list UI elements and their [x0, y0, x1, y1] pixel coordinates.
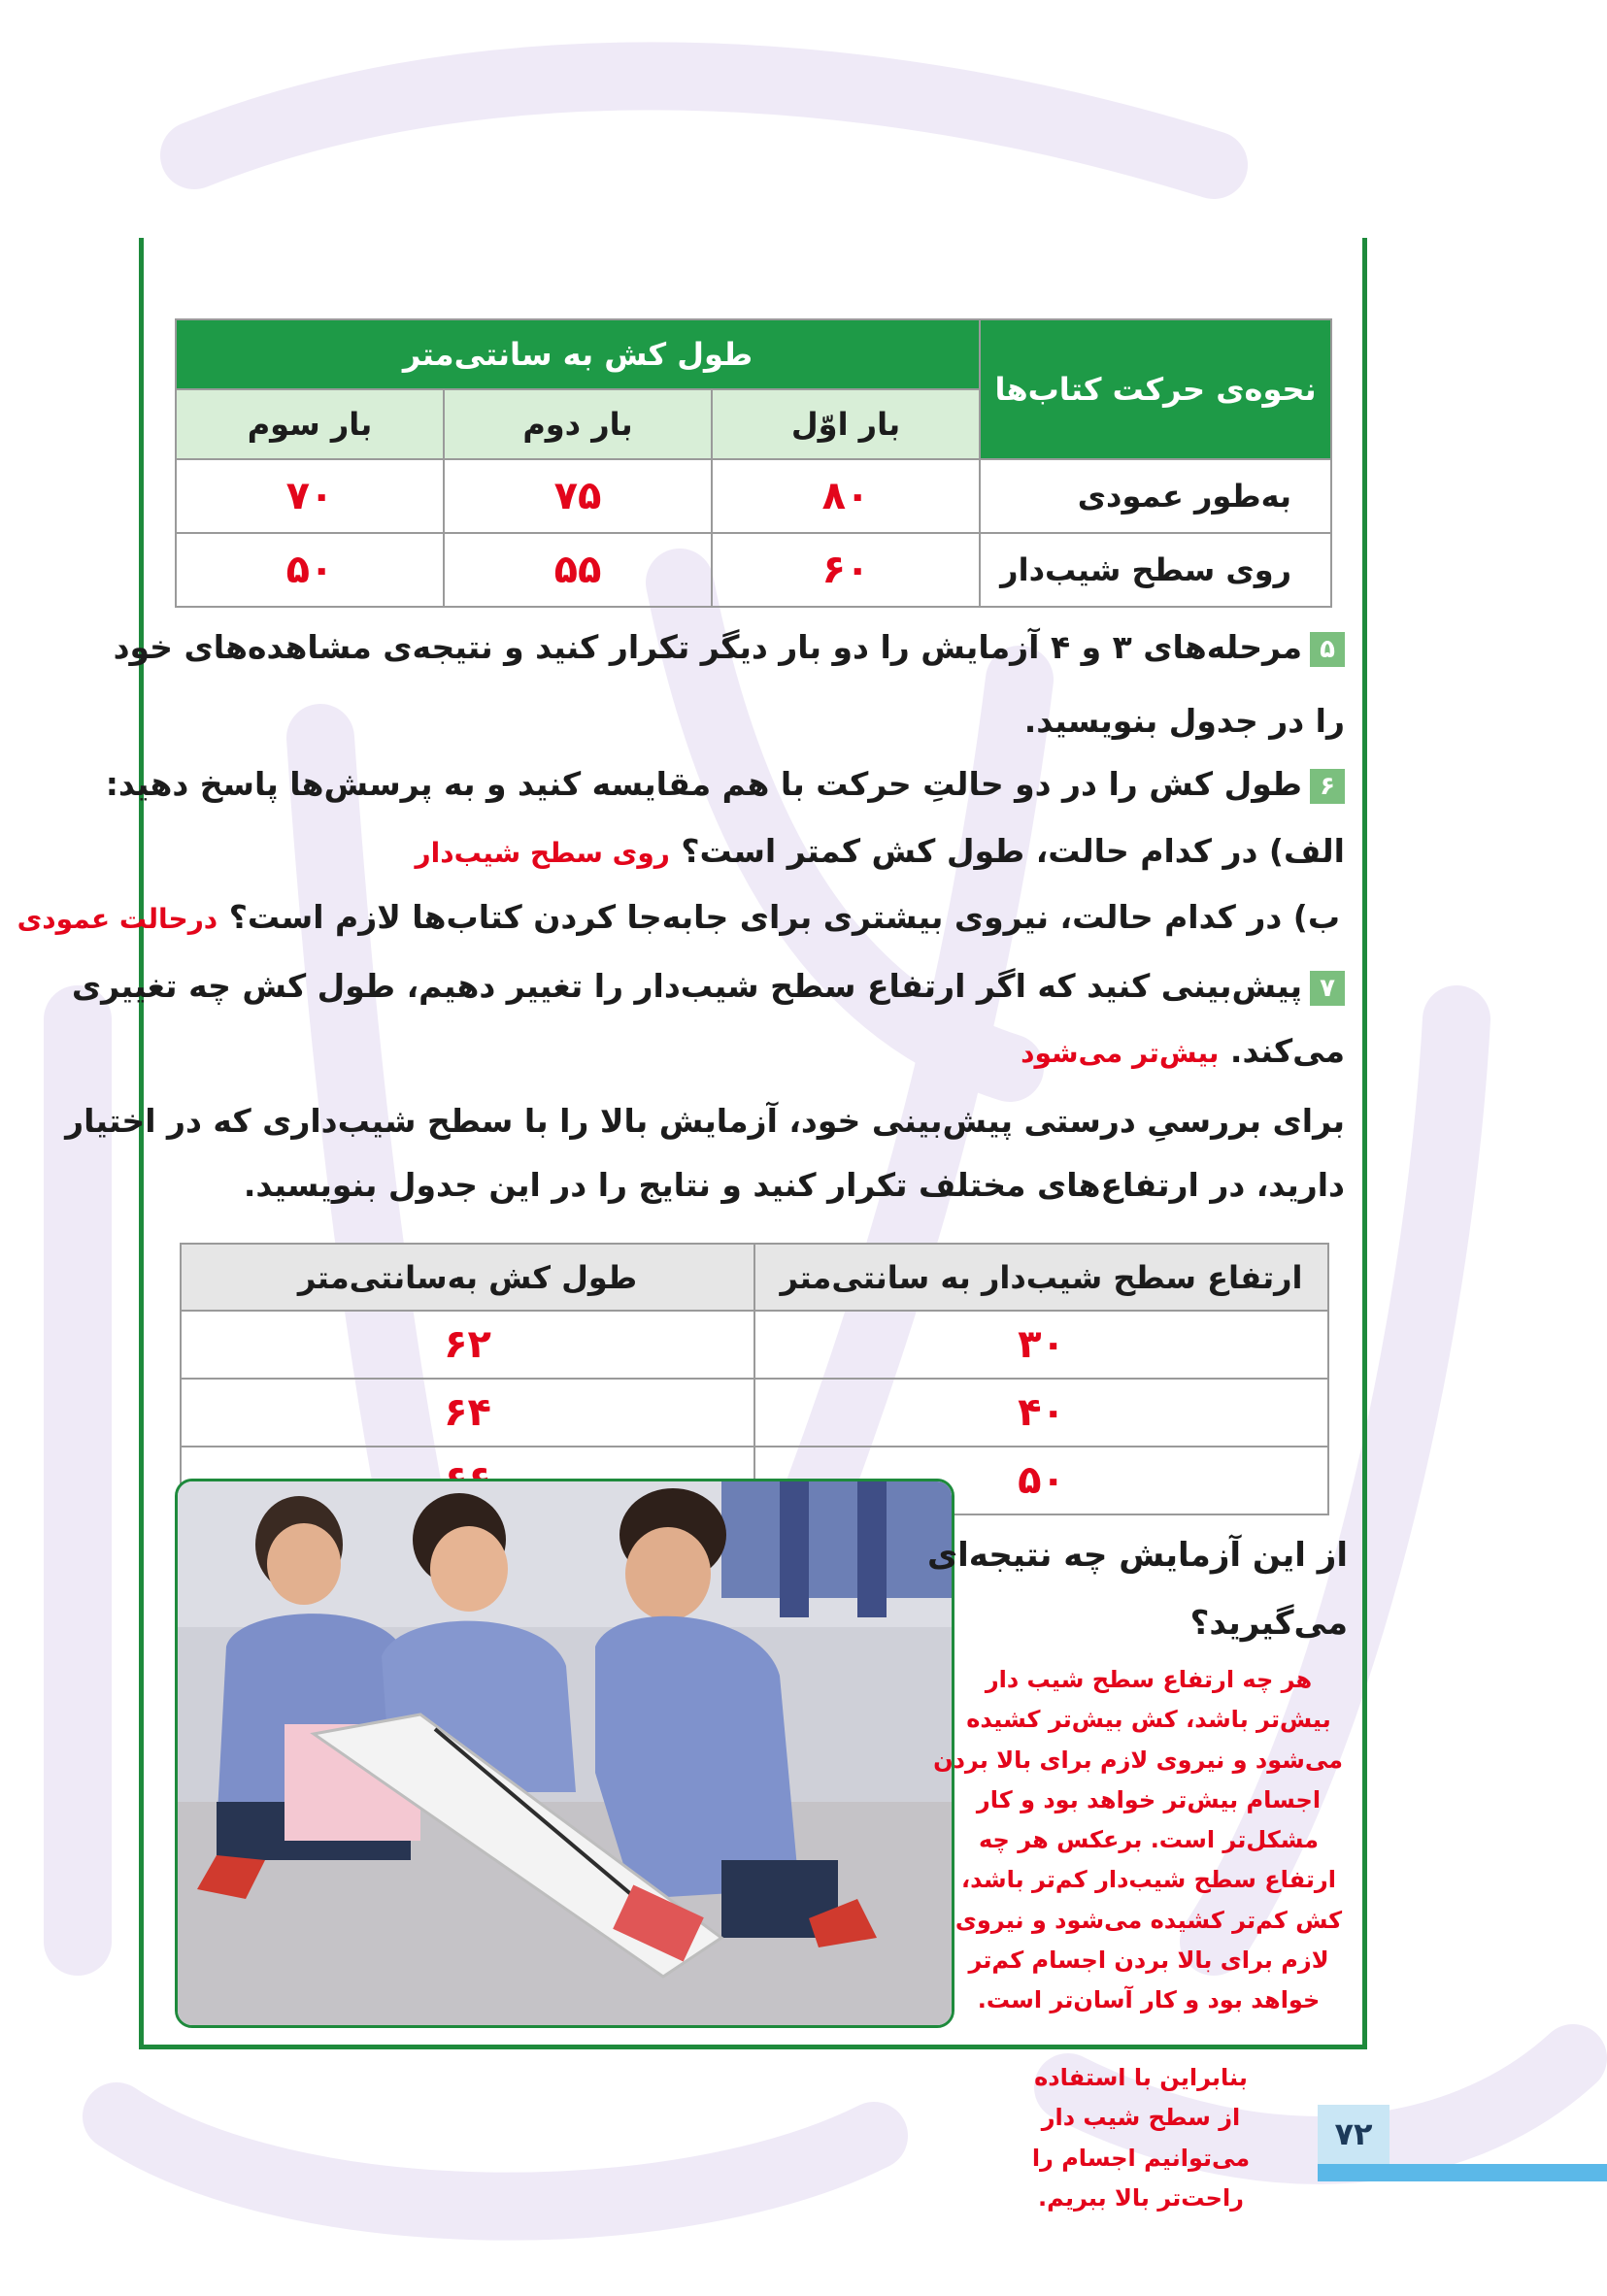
check-text-line1: برای بررسیِ درستی پیش‌بینی خود، آزمایش بالا را با سطح شیب‌داری که در اختیار [65, 1102, 1345, 1140]
table2-cell: ۴۰ [754, 1379, 1328, 1447]
step7-answer: بیش‌تر می‌شود [1021, 1037, 1220, 1069]
question-b-text: ب) در کدام حالت، نیروی بیشتری برای جابه‌جا کردن کتاب‌ها لازم است؟ [228, 898, 1340, 936]
step6-question-a [416, 831, 1346, 871]
table1-row-label: به‌طور عمودی [980, 459, 1331, 533]
table-row [181, 1379, 1328, 1447]
frame-left-border [139, 238, 144, 2048]
conclusion-question-line2: می‌گیرید؟ [1189, 1604, 1348, 1643]
step7-text-2: می‌کند. [1229, 1032, 1345, 1070]
step7-badge: ۷ [1310, 971, 1345, 1006]
step5-line1 [114, 627, 1345, 667]
step6-badge: ۶ [1310, 769, 1345, 804]
answer-line: کش کم‌تر کشیده می‌شود و نیروی [954, 1906, 1343, 1934]
table1-cell: ۵۰ [176, 533, 444, 607]
step5-badge: ۵ [1310, 632, 1345, 667]
question-a-text: الف) در کدام حالت، طول کش کمتر است؟ [681, 832, 1345, 870]
conclusion-answer [933, 1660, 1343, 2020]
table1-subheader-3: بار سوم [176, 389, 444, 459]
answer-line: بیش‌تر باشد، کش بیش‌تر کشیده [966, 1706, 1331, 1734]
step5-line2: را در جدول بنویسید. [1023, 702, 1345, 740]
answer-line: راحت‌تر بالا ببریم. [1038, 2183, 1244, 2212]
students-experiment-illustration [178, 1481, 952, 2025]
experiment-photo [175, 1479, 954, 2028]
table1-cell: ۷۵ [444, 459, 712, 533]
frame-right-border [1362, 238, 1367, 2048]
table1-group-header: طول کش به سانتی‌متر [176, 319, 980, 389]
results-table-2 [180, 1243, 1329, 1515]
answer-line: خواهد بود و کار آسان‌تر است. [977, 1986, 1321, 2014]
page-number-bar [1318, 2164, 1607, 2181]
step5-text: مرحله‌های ۳ و ۴ آزمایش را دو بار دیگر تکرار کنید و نتیجه‌ی مشاهده‌های خود [113, 628, 1302, 666]
table-row [176, 459, 1331, 533]
conclusion-answer-2 [1015, 2058, 1267, 2218]
step7-text: پیش‌بینی کنید که اگر ارتفاع سطح شیب‌دار را تغییر دهیم، طول کش چه تغییری [71, 967, 1302, 1005]
page-number: ۷۲ [1318, 2105, 1389, 2164]
table-row [181, 1311, 1328, 1379]
answer-line: هر چه ارتفاع سطح شیب دار [985, 1666, 1313, 1693]
table2-cell: ۳۰ [754, 1311, 1328, 1379]
results-table-1 [175, 318, 1332, 608]
table1-cell: ۸۰ [712, 459, 980, 533]
conclusion-question-line1: از این آزمایش چه نتیجه‌ای [926, 1536, 1348, 1575]
table2-cell: ۶۴ [181, 1379, 754, 1447]
table1-cell: ۶۰ [712, 533, 980, 607]
answer-line: می‌توانیم اجسام را [1031, 2144, 1251, 2172]
step6-intro [106, 764, 1345, 804]
frame-bottom-border [139, 2045, 1367, 2049]
step7-line1 [72, 966, 1345, 1006]
answer-line: می‌شود و نیروی لازم برای بالا بردن [933, 1746, 1343, 1774]
table2-header-height: ارتفاع سطح شیب‌دار به سانتی‌متر [754, 1244, 1328, 1311]
check-text-line2: دارید، در ارتفاع‌های مختلف تکرار کنید و نتایج را در این جدول بنویسید. [243, 1166, 1345, 1204]
step7-line2 [1021, 1031, 1345, 1071]
answer-line: لازم برای بالا بردن اجسام کم‌تر [968, 1946, 1329, 1974]
answer-line: بنابراین با استفاده [1034, 2064, 1248, 2091]
question-b-answer: درحالت عمودی [17, 903, 218, 935]
answer-line: مشکل‌تر است. برعکس هر چه [978, 1826, 1319, 1854]
table1-subheader-1: بار اوّل [712, 389, 980, 459]
table1-cell: ۵۵ [444, 533, 712, 607]
table1-cell: ۷۰ [176, 459, 444, 533]
answer-line: از سطح شیب دار [1041, 2104, 1241, 2132]
table-row [176, 533, 1331, 607]
step6-question-b [17, 897, 1340, 937]
table1-subheader-2: بار دوم [444, 389, 712, 459]
answer-line: ارتفاع سطح شیب‌دار کم‌تر باشد، [961, 1866, 1336, 1894]
answer-line: اجسام بیش‌تر خواهد بود و کار [976, 1785, 1322, 1814]
table2-header-length: طول کش به‌سانتی‌متر [181, 1244, 754, 1311]
table2-cell: ۵۰ [754, 1447, 1328, 1514]
step6-text: طول کش را در دو حالتِ حرکت با هم مقایسه کنید و به پرسش‌ها پاسخ دهید: [105, 765, 1302, 803]
table2-cell: ۶۲ [181, 1311, 754, 1379]
table1-row-label: روی سطح شیب‌دار [980, 533, 1331, 607]
table1-col-label-header: نحوه‌ی حرکت کتاب‌ها [980, 319, 1331, 459]
question-a-answer: روی سطح شیب‌دار [415, 837, 670, 869]
